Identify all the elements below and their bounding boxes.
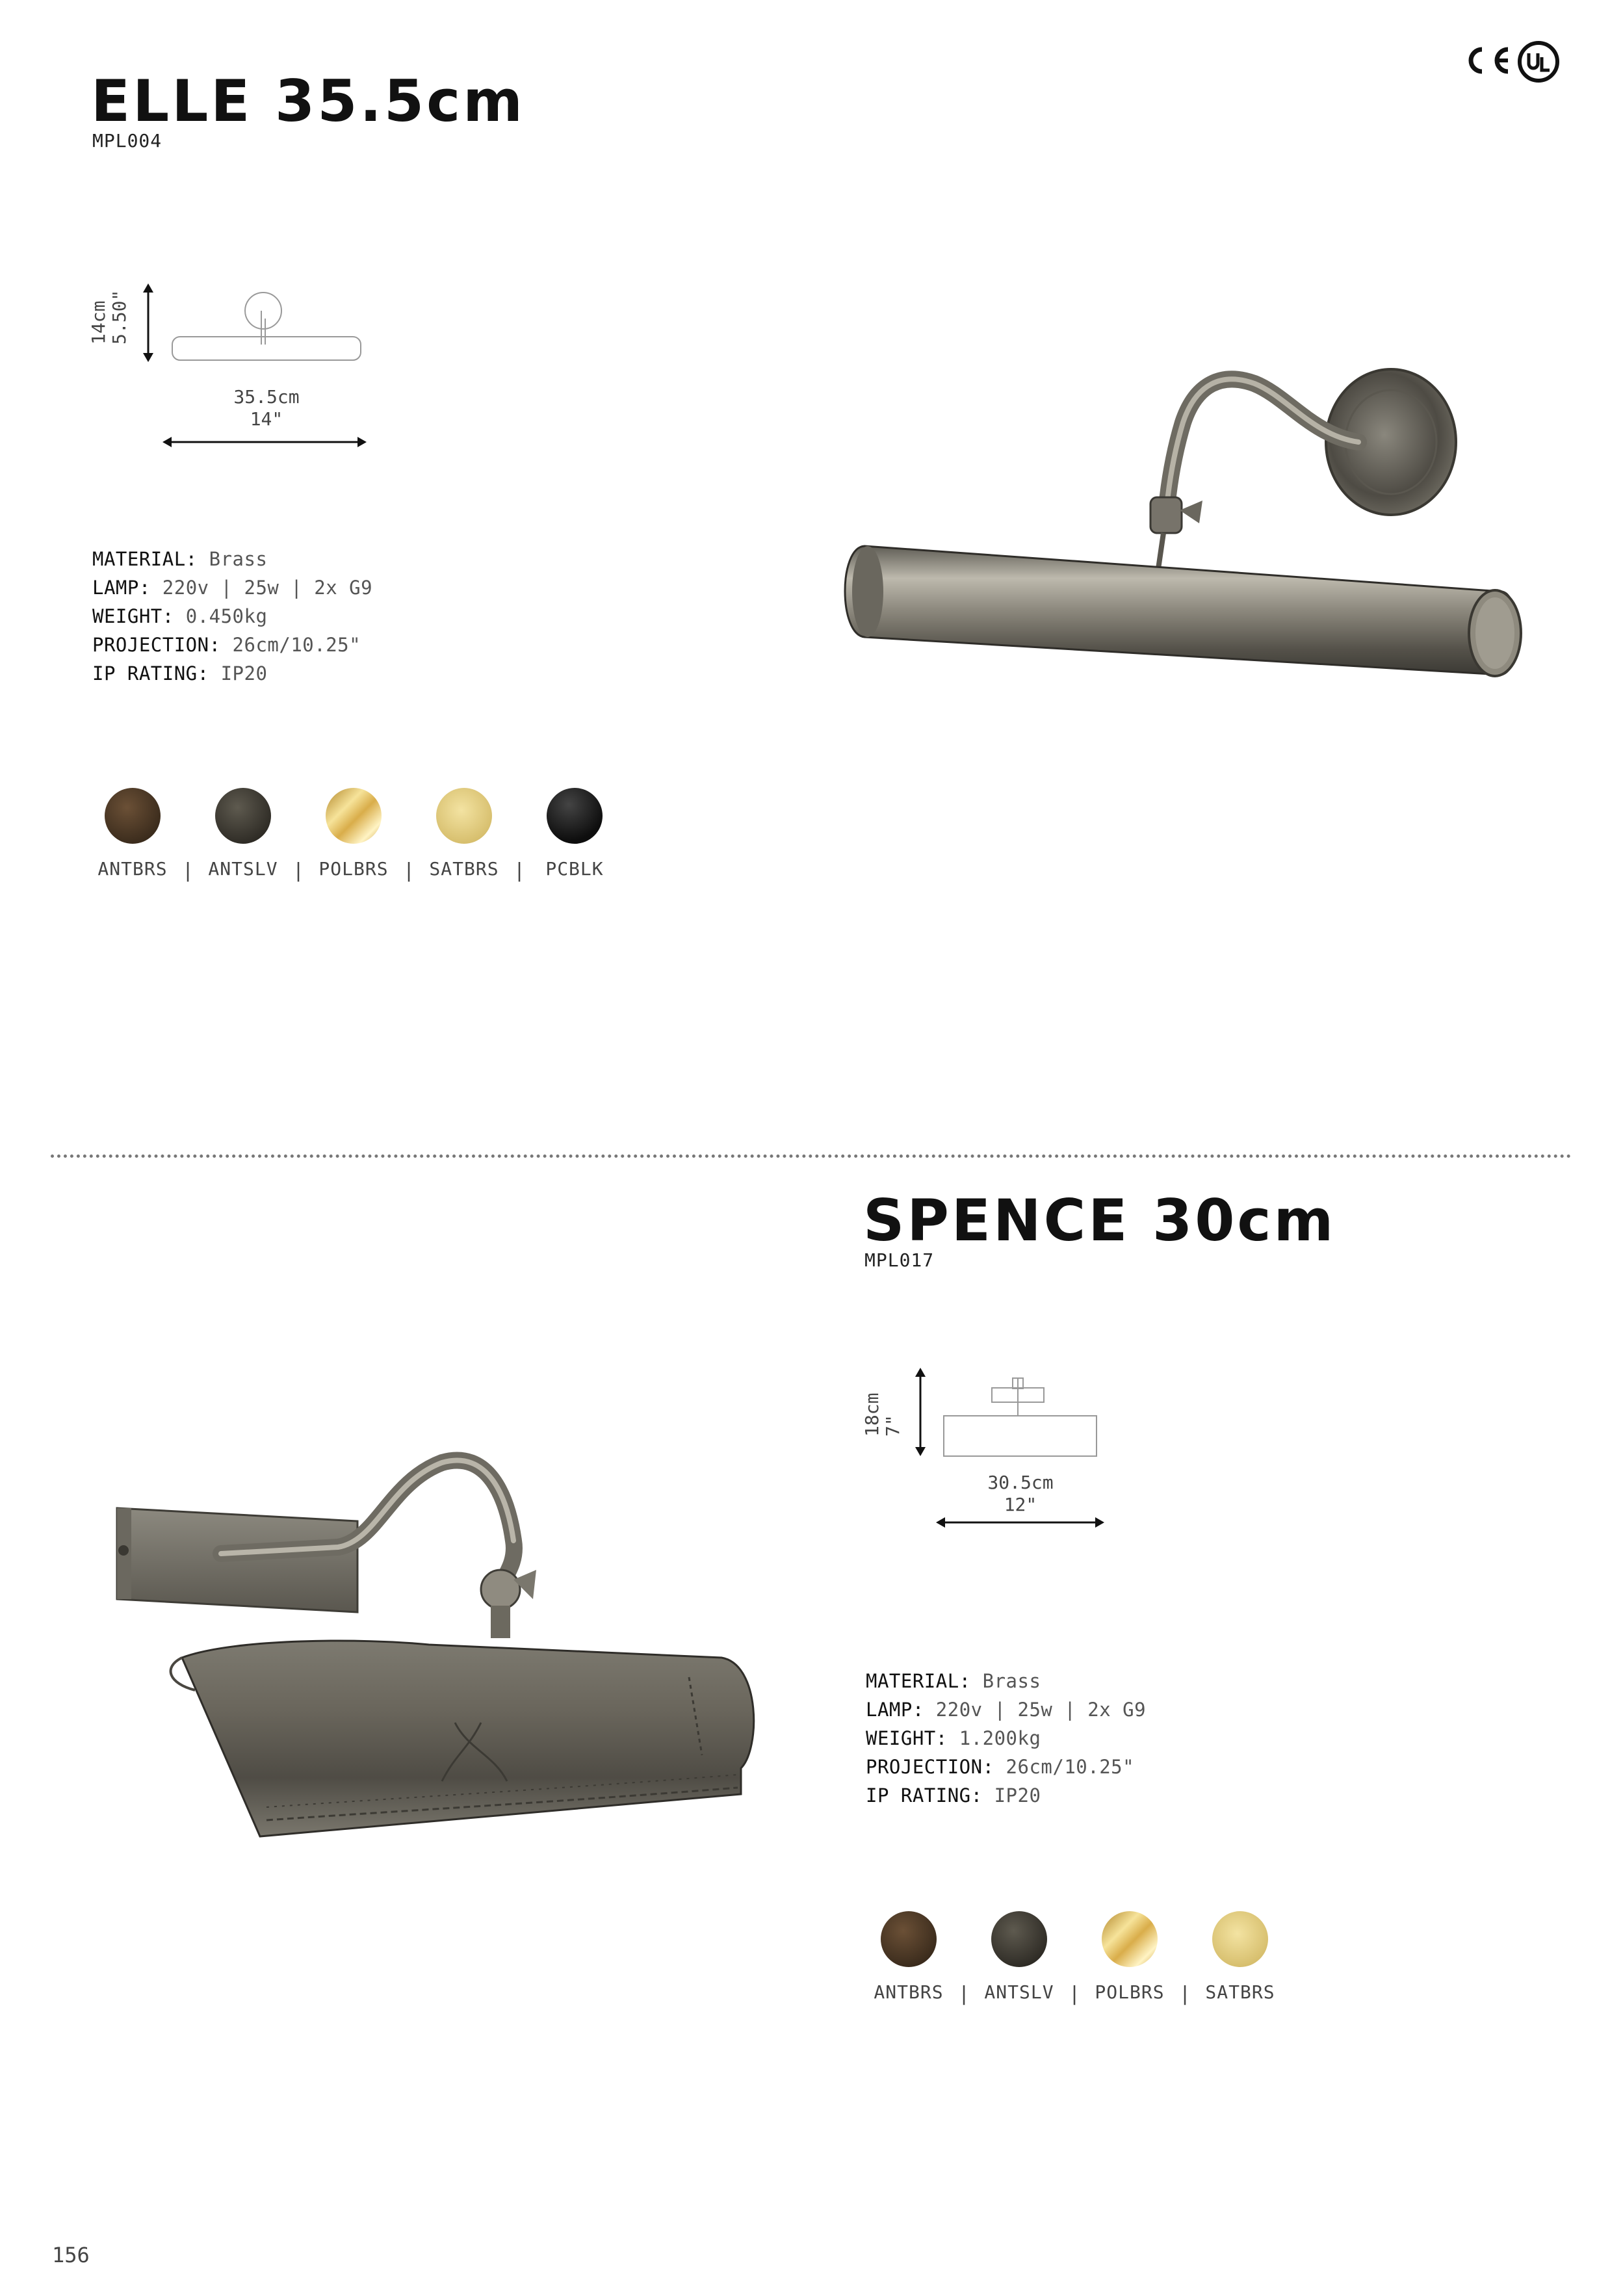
- finish-swatch[interactable]: [425, 788, 503, 880]
- finish-swatch[interactable]: [980, 1911, 1058, 2003]
- separator: |: [402, 859, 415, 882]
- separator: |: [957, 1983, 970, 2005]
- ul-mark-icon: [1517, 40, 1560, 83]
- dimension-drawing: [91, 280, 377, 462]
- height-label: 14cm 5.50": [88, 289, 130, 345]
- spec-ip-rating: IP RATING: IP20: [92, 662, 268, 685]
- spec-list: [866, 1667, 1146, 1810]
- product-code: MPL004: [92, 130, 162, 151]
- finish-color-dot: [105, 788, 161, 844]
- height-label: 18cm 7": [861, 1392, 903, 1437]
- spec-material: MATERIAL: Brass: [866, 1670, 1041, 1692]
- finish-color-dot: [215, 788, 271, 844]
- finish-swatch[interactable]: [1201, 1911, 1279, 2003]
- width-label: 35.5cm 14": [233, 386, 300, 430]
- spec-ip-rating: IP RATING: IP20: [866, 1784, 1041, 1807]
- finish-color-dot: [326, 788, 382, 844]
- separator: |: [181, 859, 194, 882]
- finish-swatch[interactable]: [315, 788, 393, 880]
- elle-outline-icon: [91, 280, 377, 462]
- spec-list: [92, 545, 372, 688]
- finish-color-dot: [1212, 1911, 1268, 1967]
- finish-color-dot: [1102, 1911, 1158, 1967]
- finish-color-dot: [547, 788, 603, 844]
- finish-code: PCBLK: [545, 858, 604, 880]
- finish-code: ANTSLV: [984, 1981, 1054, 2003]
- finish-code: POLBRS: [1095, 1981, 1165, 2003]
- separator: |: [513, 859, 526, 882]
- spec-projection: PROJECTION: 26cm/10.25": [866, 1756, 1135, 1778]
- finish-color-dot: [991, 1911, 1047, 1967]
- page-number: 156: [52, 2243, 90, 2267]
- separator: |: [292, 859, 305, 882]
- spec-weight: WEIGHT: 0.450kg: [92, 605, 268, 627]
- spec-weight: WEIGHT: 1.200kg: [866, 1727, 1041, 1749]
- finish-code: POLBRS: [318, 858, 389, 880]
- product-code: MPL017: [864, 1249, 935, 1271]
- product-image: [819, 345, 1534, 709]
- finish-swatches: [870, 1911, 1279, 2005]
- finish-color-dot: [436, 788, 492, 844]
- width-label: 30.5cm 12": [987, 1472, 1054, 1515]
- separator: |: [1068, 1983, 1081, 2005]
- finish-swatch[interactable]: [204, 788, 282, 880]
- spec-projection: PROJECTION: 26cm/10.25": [92, 634, 361, 656]
- finish-code: SATBRS: [429, 858, 499, 880]
- product-title: SPENCE 30cm: [863, 1187, 1336, 1254]
- spec-lamp: LAMP: 220v | 25w | 2x G9: [866, 1699, 1147, 1721]
- finish-code: ANTBRS: [97, 858, 168, 880]
- finish-swatch[interactable]: [870, 1911, 948, 2003]
- product-title: ELLE 35.5cm: [91, 68, 525, 135]
- product-image: [104, 1443, 767, 1898]
- spec-material: MATERIAL: Brass: [92, 548, 268, 570]
- finish-code: ANTSLV: [208, 858, 278, 880]
- finish-swatch[interactable]: [536, 788, 614, 880]
- separator: |: [1178, 1983, 1191, 2005]
- finish-swatch[interactable]: [1091, 1911, 1169, 2003]
- section-divider: [51, 1155, 1572, 1158]
- finish-code: SATBRS: [1205, 1981, 1275, 2003]
- spec-lamp: LAMP: 220v | 25w | 2x G9: [92, 577, 373, 599]
- finish-code: ANTBRS: [874, 1981, 944, 2003]
- finish-color-dot: [881, 1911, 937, 1967]
- finish-swatch[interactable]: [94, 788, 172, 880]
- finish-swatches: [94, 788, 614, 882]
